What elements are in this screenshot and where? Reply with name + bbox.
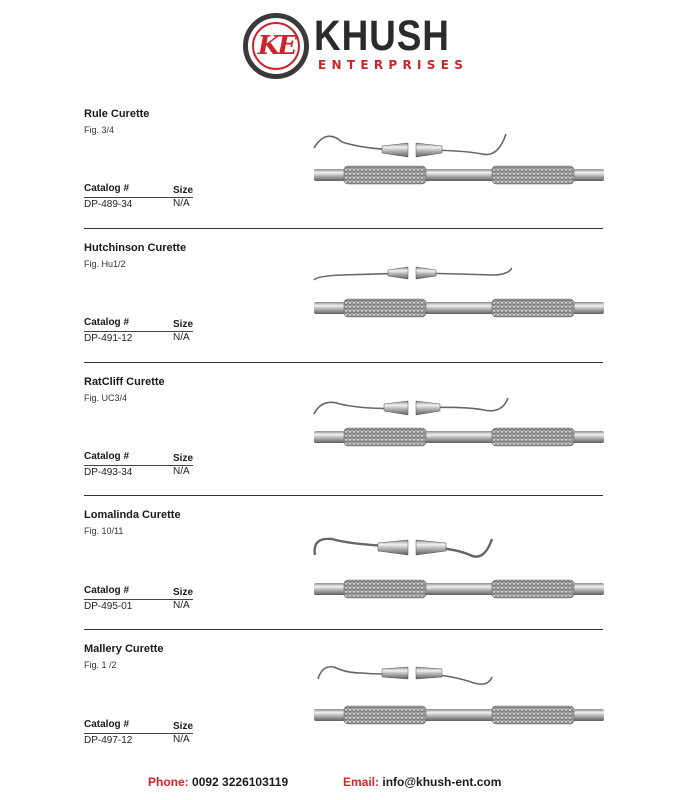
catalog-header: Catalog #	[84, 317, 130, 328]
product-figure: Fig. 3/4	[84, 125, 115, 135]
curette-tip-image	[312, 657, 512, 693]
email-label: Email:	[343, 775, 380, 789]
product-figure: Fig. UC3/4	[84, 393, 128, 403]
brand-tagline: ENTERPRISES	[318, 58, 469, 72]
curette-tip-image	[312, 384, 512, 420]
brand-header	[0, 0, 689, 90]
product-title: Rule Curette	[84, 108, 150, 120]
section-divider	[84, 228, 603, 229]
phone-number[interactable]: 0092 3226103119	[192, 775, 289, 789]
catalog-number: DP-489-34	[84, 199, 133, 210]
size-value: N/A	[173, 466, 190, 477]
product-figure: Fig. 10/11	[84, 526, 124, 536]
brand-logo	[243, 13, 309, 79]
catalog-header: Catalog #	[84, 719, 130, 730]
curette-tip-image	[312, 529, 512, 565]
product-mallery-curette	[84, 643, 603, 777]
footer-email	[343, 775, 501, 789]
catalog-header: Catalog #	[84, 585, 130, 596]
phone-label: Phone:	[148, 775, 189, 789]
size-value: N/A	[173, 332, 190, 343]
product-title: RatCliff Curette	[84, 376, 165, 388]
size-header: Size	[173, 587, 194, 598]
product-rule-curette	[84, 108, 603, 242]
size-value: N/A	[173, 600, 190, 611]
brand-name: KHUSH	[314, 12, 450, 60]
size-value: N/A	[173, 198, 190, 209]
brand-logo-mark: KE	[257, 31, 295, 61]
curette-handle-image	[314, 426, 604, 448]
section-divider	[84, 362, 603, 363]
product-title: Mallery Curette	[84, 643, 164, 655]
section-divider	[84, 495, 603, 496]
curette-handle-image	[314, 297, 604, 319]
curette-handle-image	[314, 164, 604, 186]
curette-tip-image	[312, 260, 512, 296]
email-address[interactable]: info@khush-ent.com	[382, 775, 502, 789]
size-value: N/A	[173, 734, 190, 745]
catalog-number: DP-493-34	[84, 467, 133, 478]
size-header: Size	[173, 453, 194, 464]
brand-logo-ring	[252, 22, 300, 70]
curette-handle-image	[314, 704, 604, 726]
catalog-number: DP-495-01	[84, 601, 133, 612]
catalog-number: DP-497-12	[84, 735, 133, 746]
product-lomalinda-curette	[84, 509, 603, 643]
product-title: Hutchinson Curette	[84, 242, 187, 254]
curette-handle-image	[314, 578, 604, 600]
curette-tip-image	[312, 126, 512, 162]
size-header: Size	[173, 185, 194, 196]
footer-phone	[148, 775, 288, 789]
section-divider	[84, 629, 603, 630]
product-ratcliff-curette	[84, 376, 603, 510]
product-figure: Fig. Hu1/2	[84, 259, 126, 269]
product-hutchinson-curette	[84, 242, 603, 376]
catalog-number: DP-491-12	[84, 333, 133, 344]
product-figure: Fig. 1 /2	[84, 660, 117, 670]
catalog-header: Catalog #	[84, 451, 130, 462]
product-title: Lomalinda Curette	[84, 509, 181, 521]
catalog-header: Catalog #	[84, 183, 130, 194]
size-header: Size	[173, 721, 194, 732]
size-header: Size	[173, 319, 194, 330]
